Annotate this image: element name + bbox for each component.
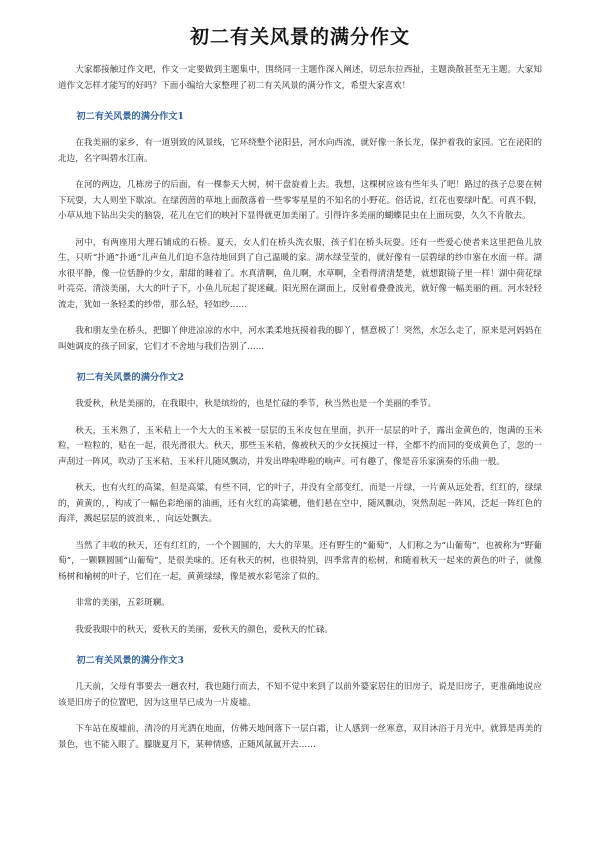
essay-3-paragraph-2: 下车站在废墟前，清冷的月光洒在地面，仿佛天地间落下一层白霜，让人感到一丝寒意，双目沐浴于月光中，就算是再美的景色，也不能入眼了。朦胧夏月下，某种情感，正随风氤氲开去……	[58, 724, 542, 750]
essay-1	[58, 108, 542, 355]
essay-3-heading: 初二有关风景的满分作文3	[76, 655, 184, 666]
essay-2-paragraph-6: 我爱我眼中的秋天，爱秋天的美丽，爱秋天的颜色，爱秋天的忙碌。	[75, 624, 334, 635]
essay-1-paragraph-3: 河中，有两座用大理石铺成的石桥。夏天，女人们在桥头洗衣服，孩子们在桥头玩耍。还有一些爱心使者来这里把鱼儿放生，只听“扑通”扑通”儿声鱼儿们迫不急待地回到了自己温暖的家。湖水绿莹莹的，就好像有一层碧绿的纱巾塞在水面一样。湖水很平静，像一位恬静的少女，甜甜的睡着了。水真清啊，鱼儿啊，水草啊，全看得清清楚楚，就想跟镜子里一样！湖中荷花绿叶亮亮，清淡美丽，大大的叶子下，小鱼儿玩起了捉迷藏。阳光照在湖面上，反射着叠叠波光，就好像一幅美丽的画。河水轻轻流走，犹如一条轻柔的纱带，那么轻，轻如纱……	[58, 237, 542, 310]
essay-2-paragraph-1: 我爱秋，秋是美丽的，在我眼中，秋是缤纷的，也是忙碌的季节，秋当然也是一个美丽的季节。	[75, 399, 437, 409]
essay-1-paragraph-4: 我和朋友坐在桥头，把脚丫伸进凉凉的水中，河水柔柔地抚摸着我的脚丫，惬意极了！突然，水怎么走了，原来是河妈妈在叫她调皮的孩子回家，它们才不舍地与我们告别了……	[58, 326, 542, 352]
essay-2	[58, 369, 542, 638]
essay-2-paragraph-4: 当然了丰收的秋天，还有红红的，一个个圆圆的，大大的苹果。还有野生的“葡萄”，人们称之为“山葡萄”，也被称为“野葡萄”，一颗颗圆圆“山葡萄”，是很美味的。还有秋天的树，也很特别，四季常青的松树，和随着秋天一起来的黄色的叶子，就像杨树和榆树的叶子，它们在一起，黄黄绿绿，像是被水彩笔涂了似的。	[58, 540, 542, 582]
essay-3	[58, 652, 542, 753]
essay-1-paragraph-2: 在河的两边，几栋房子的后面，有一棵参天大树，树干盘旋着上去。我想，这棵树应该有些年头了吧！路过的孩子总要在树下玩耍，大人则坐下歇凉。在绿茵茵的草地上面散落着一些零零星星的不知名的小野花。俗话说，红花也要绿叶配。可真不假，小草从地下钻出尖尖的脑袋，花儿在它们的映衬下显得就更加美丽了。引得许多美丽的蝴蝶昆虫在上面玩耍，久久不肯散去。	[58, 180, 542, 221]
essay-3-paragraph-1: 几天前，父母有事要去一趟农村，我也随行而去，不知不觉中来到了以前外婆家居住的旧房子，说是旧房子，更准确地说应该是旧房子的位置吧，因为这里早已成为一片废墟。	[58, 682, 542, 708]
essay-1-heading: 初二有关风景的满分作文1	[76, 111, 184, 122]
essay-2-paragraph-2: 秋天，玉米熟了，玉米秸上一个大大的玉米被一层层的玉米皮包在里面，扒开一层层的叶子，露出金黄色的，饱满的玉米粒，一粒粒的，贴在一起，很光滑很大。秋天，那些玉米秸，像被秋天的少女抚摸过一样，全都不约而同的变成黄色了，忽的一声刮过一阵风，吹动了玉米秸，玉米秆儿随风飘动，并发出哗啦哗啦的响声。可有趣了，像是音乐家演奏的乐曲一般。	[58, 425, 542, 467]
essay-2-paragraph-5: 非常的美丽，五彩斑斓。	[75, 598, 170, 608]
essay-2-heading: 初二有关风景的满分作文2	[76, 372, 184, 383]
intro-paragraph: 大家都接触过作文吧，作文一定要做到主题集中，围绕同一主题作深入阐述，切忌东拉西扯，主题涣散甚至无主题。大家知道作文怎样才能写的好吗？下面小编给大家整理了初二有关风景的满分作文，希望大家喜欢！	[58, 65, 542, 91]
page-title: 初二有关风景的满分作文	[189, 26, 410, 48]
essay-2-paragraph-3: 秋天，也有火红的高粱，但是高粱，有些不同，它的叶子，并没有全部变红，而是一片绿，一片黄从远处看，红红的，绿绿的，黄黄的，，构成了一幅色彩绝丽的油画，还有火红的高粱穗，他们悬在空中，随风飘动，突然刮起一阵风，泛起一阵红色的海洋，溅起层层的波浪来，，向远处飘去。	[58, 483, 542, 524]
essay-1-paragraph-1: 在我美丽的家乡，有一道别致的风景线，它环绕整个泌阳县，河水向西流，就好像一条长龙，保护着我的家园。它在泌阳的北边，名字叫碧水江南。	[58, 138, 542, 164]
